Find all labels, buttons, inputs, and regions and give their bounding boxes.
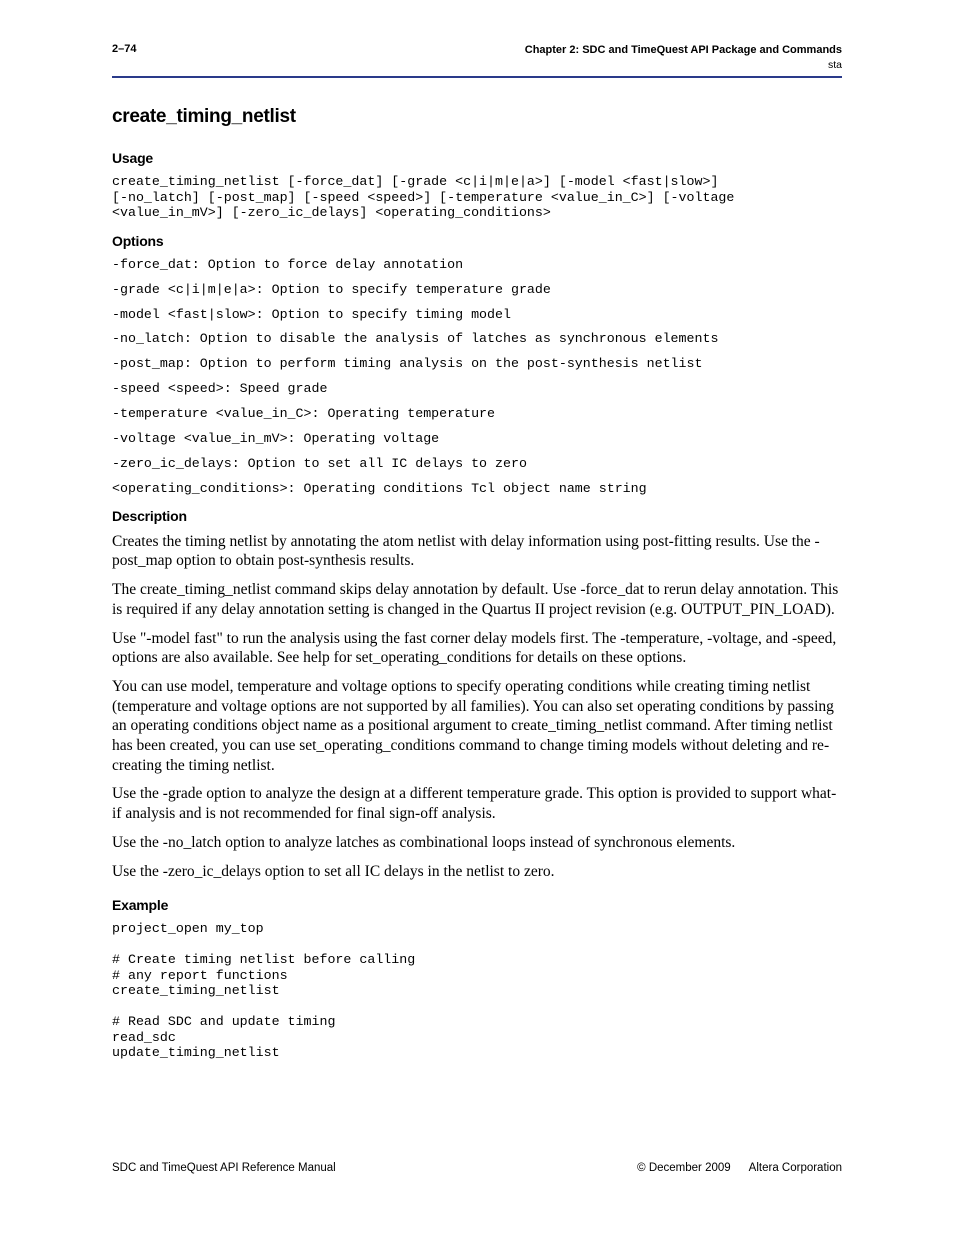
footer-right bbox=[637, 1162, 842, 1174]
header-rule bbox=[112, 76, 842, 78]
usage-heading: Usage bbox=[112, 150, 154, 166]
description-paragraph: Use the -no_latch option to analyze latches as combinational loops instead of synchronous elements. bbox=[112, 833, 736, 851]
option-item: -no_latch: Option to disable the analysis of latches as synchronous elements bbox=[112, 331, 719, 347]
option-item: -grade <c|i|m|e|a>: Option to specify temperature grade bbox=[112, 281, 551, 297]
description-paragraph: Use "-model fast" to run the analysis using the fast corner delay models first. The -temperature, -voltage, and -speed, options are also available. See help for set_operating_conditions for details on these options. bbox=[112, 629, 837, 667]
page-content bbox=[112, 104, 844, 1061]
example-heading: Example bbox=[112, 897, 169, 914]
description-paragraph: Use the -grade option to analyze the design at a different temperature grade. This option is provided to support what-if analysis and is not recommended for final sign-off analysis. bbox=[112, 785, 837, 822]
usage-code: create_timing_netlist [-force_dat] [-grade <c|i|m|e|a>] [-model <fast|slow>] [-no_latch] [-post_map] [-speed <speed>] [-temperature <value_in_C>] [-voltage <value_in_mV>] [-zero_ic_delays] <operating_conditions> bbox=[112, 174, 735, 221]
section-label: sta bbox=[827, 59, 842, 71]
description-heading: Description bbox=[112, 507, 187, 524]
description-paragraph: The create_timing_netlist command skips delay annotation by default. Use -force_dat to rerun delay annotation. This is required if any delay annotation setting is changed in the Quartus II project revision (e.g. OUTPUT_PIN_LOAD). bbox=[112, 581, 839, 618]
footer-date: © December 2009 bbox=[637, 1162, 731, 1174]
footer-company: Altera Corporation bbox=[748, 1162, 842, 1174]
option-item: <operating_conditions>: Operating conditions Tcl object name string bbox=[112, 480, 647, 496]
running-header bbox=[525, 43, 842, 73]
option-item: -speed <speed>: Speed grade bbox=[112, 381, 328, 397]
option-item: -zero_ic_delays: Option to set all IC delays to zero bbox=[112, 455, 527, 471]
option-item: -post_map: Option to perform timing analysis on the post-synthesis netlist bbox=[112, 356, 703, 372]
description-paragraph: You can use model, temperature and voltage options to specify operating conditions while creating timing netlist (temperature and voltage options are not supported by all families). You can also set operating conditions by passing an operating conditions object name as a positional argument to create_timing_netlist command. After timing netlist has been created, you can use set_operating_conditions command to change timing models without deleting and re-creating the timing netlist. bbox=[112, 678, 834, 774]
options-heading: Options bbox=[112, 232, 164, 249]
description-body bbox=[112, 532, 844, 882]
description-paragraph: Creates the timing netlist by annotating the atom netlist with delay information using post-fitting results. Use the -post_map option to obtain post-synthesis results. bbox=[112, 532, 820, 570]
page-number: 2–74 bbox=[112, 43, 137, 55]
option-item: -model <fast|slow>: Option to specify timing model bbox=[112, 306, 511, 322]
option-item: -temperature <value_in_C>: Operating temperature bbox=[112, 406, 496, 422]
chapter-title: Chapter 2: SDC and TimeQuest API Package and Commands bbox=[524, 44, 842, 56]
page-title: create_timing_netlist bbox=[112, 106, 296, 127]
description-paragraph: Use the -zero_ic_delays option to set all IC delays in the netlist to zero. bbox=[112, 862, 555, 880]
options-list bbox=[112, 257, 844, 497]
option-item: -force_dat: Option to force delay annotation bbox=[112, 256, 464, 272]
option-item: -voltage <value_in_mV>: Operating voltage bbox=[112, 431, 440, 447]
example-code: project_open my_top # Create timing netlist before calling # any report functions create_timing_netlist # Read SDC and update timing read_sdc update_timing_netlist bbox=[112, 921, 416, 1061]
footer-manual-title: SDC and TimeQuest API Reference Manual bbox=[112, 1162, 336, 1174]
